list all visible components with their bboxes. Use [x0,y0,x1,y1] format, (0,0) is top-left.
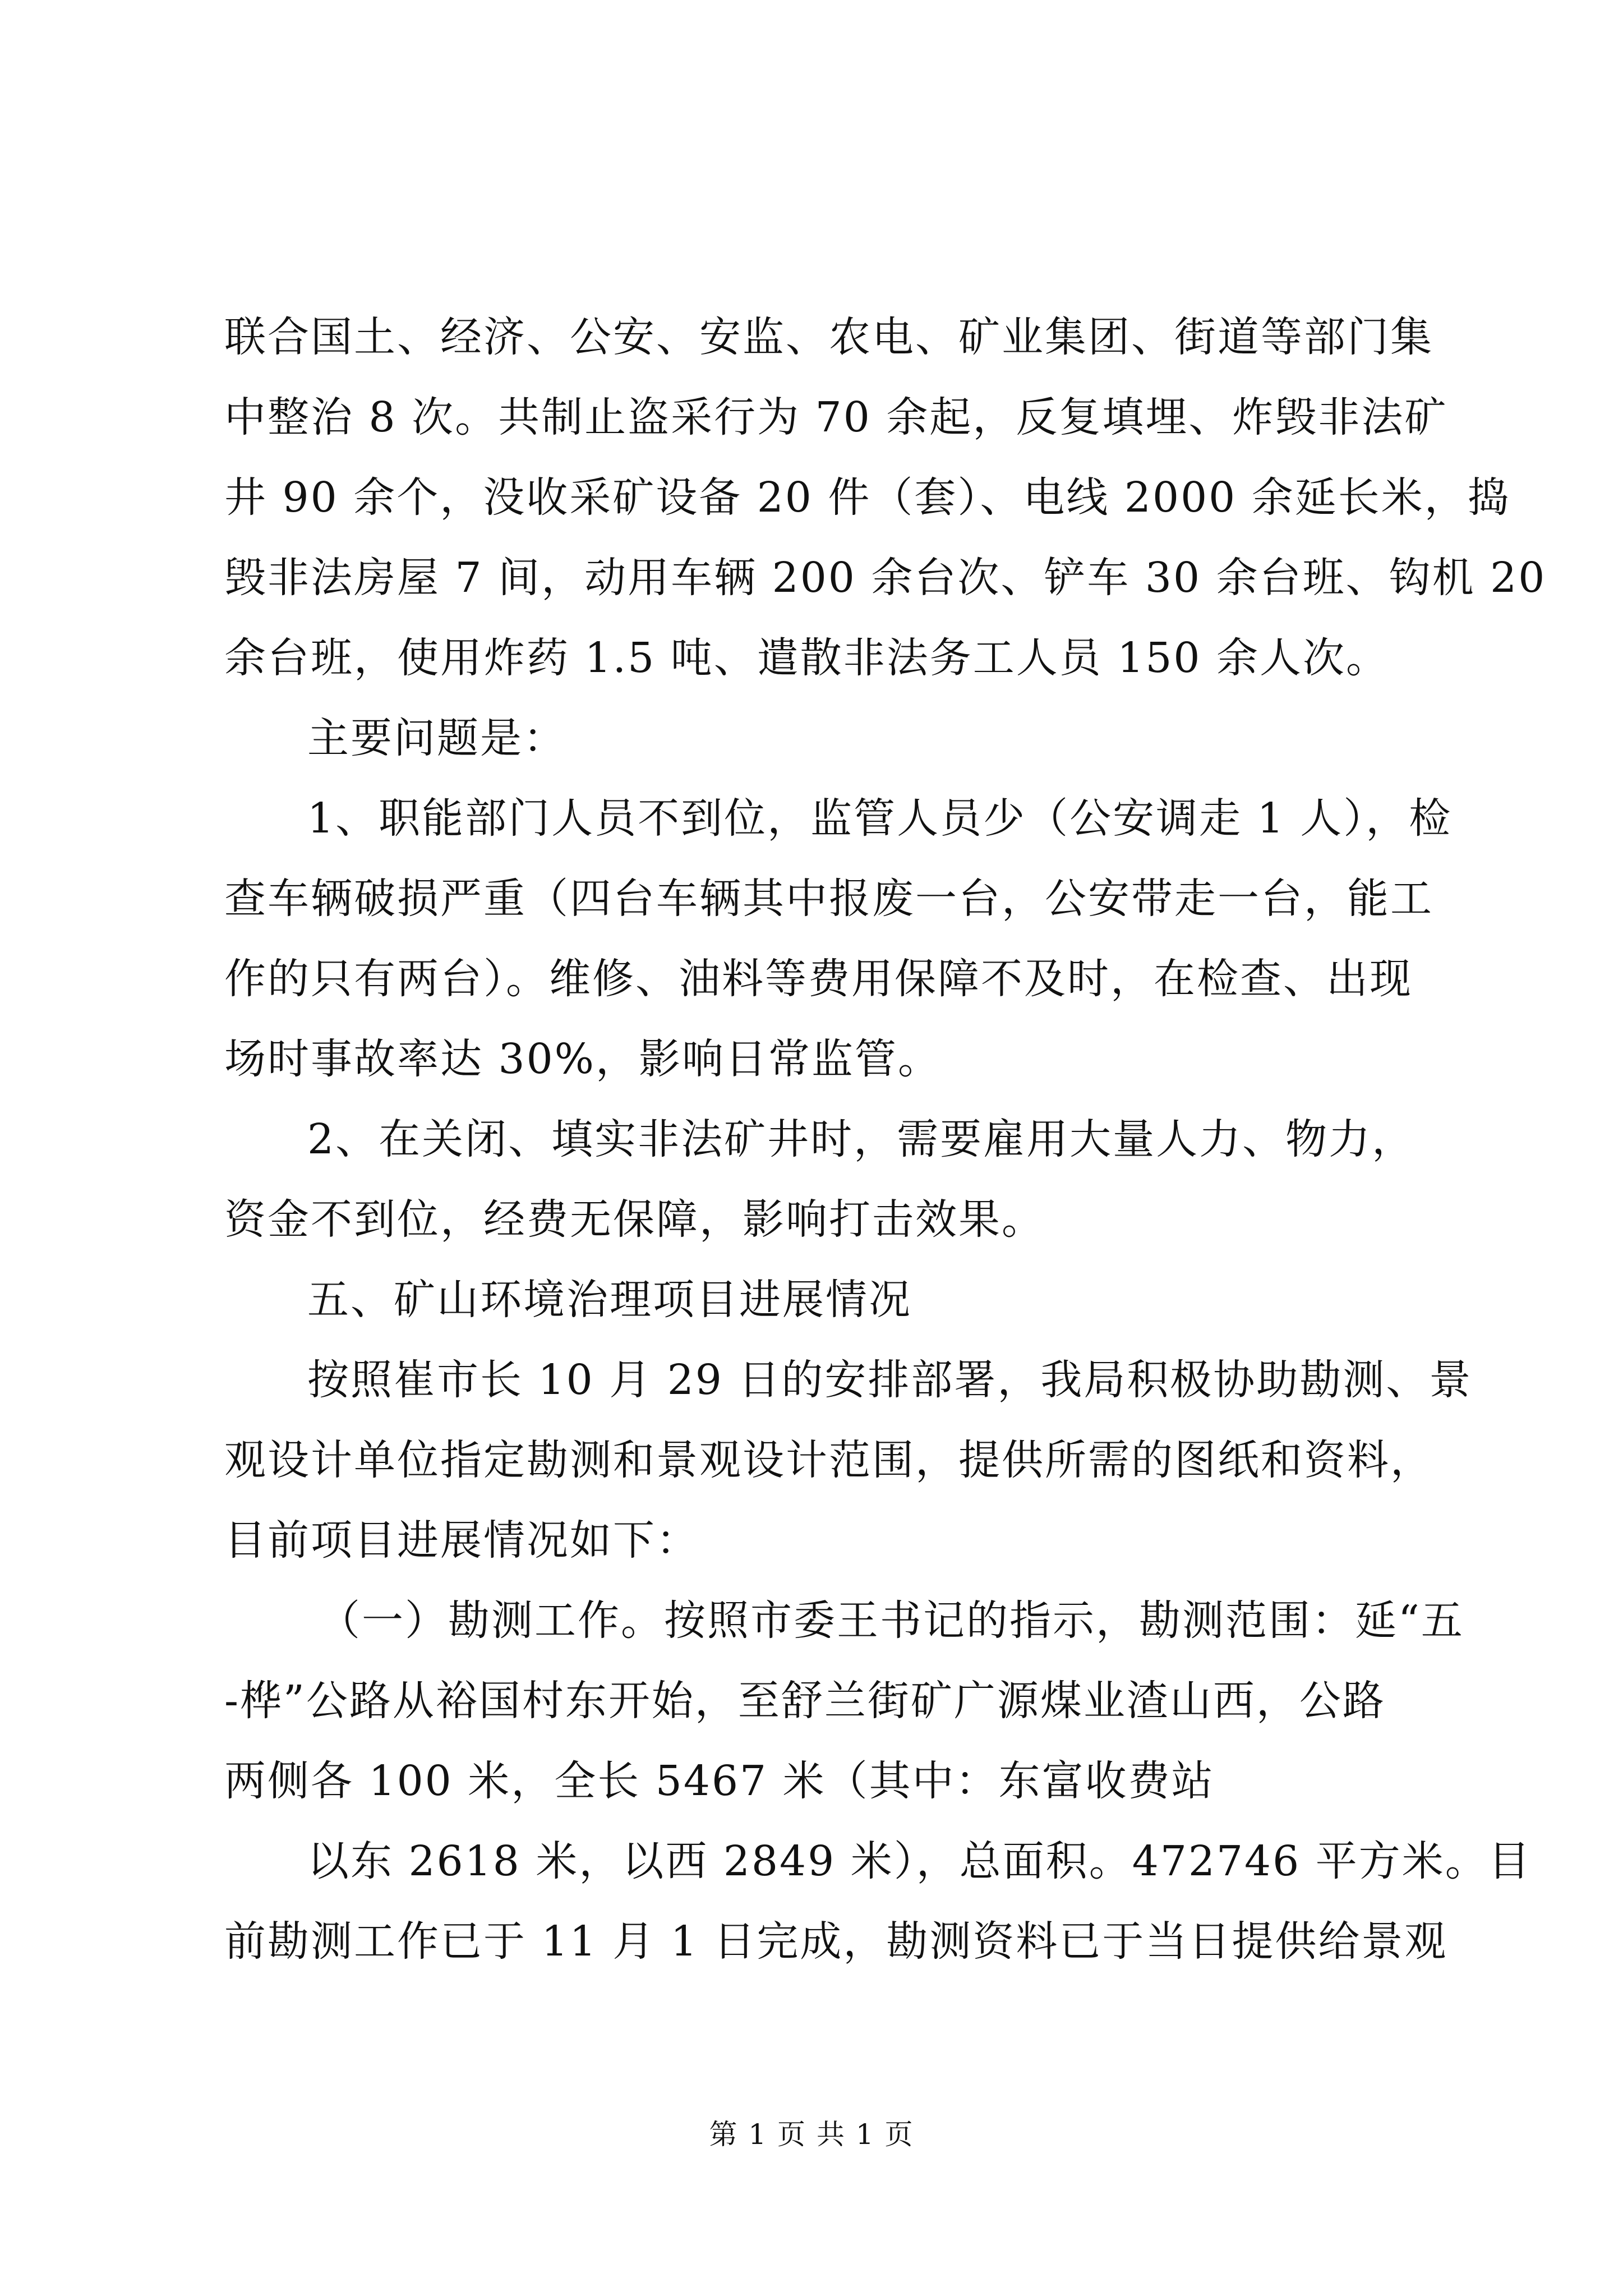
section-heading: 主要问题是： [307,714,566,762]
text-line: 观设计单位指定勘测和景观设计范围，提供所需的图纸和资料， [224,1436,1433,1484]
text-line: 余台班，使用炸药 1.5 吨、遣散非法务工人员 150 余人次。 [224,634,1390,682]
text-line: 按照崔市长 10 月 29 日的安排部署，我局积极协助勘测、景 [307,1356,1473,1404]
text-line: 中整治 8 次。共制止盗采行为 70 余起，反复填埋、炸毁非法矿 [224,393,1448,441]
page-footer: 第 1 页 共 1 页 [709,2118,914,2151]
text-line: 资金不到位，经费无保障，影响打击效果。 [224,1195,1045,1244]
text-line: （一）勘测工作。按照市委王书记的指示，勘测范围：延“五 [319,1596,1464,1645]
text-line: 2、在关闭、填实非法矿井时，需要雇用大量人力、物力， [307,1115,1415,1163]
text-line: 1、职能部门人员不到位，监管人员少（公安调走 1 人），检 [307,794,1453,843]
text-line: 联合国土、经济、公安、安监、农电、矿业集团、街道等部门集 [224,313,1433,361]
text-line: 目前项目进展情况如下： [224,1516,699,1565]
text-line: 场时事故率达 30%，影响日常监管。 [224,1035,941,1083]
text-line: 以东 2618 米，以西 2849 米），总面积。472746 平方米。目 [307,1837,1532,1885]
text-line: 井 90 余个，没收采矿设备 20 件（套）、电线 2000 余延长米，捣 [224,473,1511,522]
text-line: -桦”公路从裕国村东开始，至舒兰街矿广源煤业渣山西，公路 [224,1677,1386,1725]
text-line: 作的只有两台）。维修、油料等费用保障不及时，在检查、出现 [224,955,1413,1003]
text-line: 前勘测工作已于 11 月 1 日完成，勘测资料已于当日提供给景观 [224,1917,1448,1966]
text-line: 两侧各 100 米，全长 5467 米（其中：东富收费站 [224,1757,1215,1805]
text-line: 毁非法房屋 7 间，动用车辆 200 余台次、铲车 30 余台班、钩机 20 [224,554,1547,602]
document-body [224,297,1547,1982]
text-line: 查车辆破损严重（四台车辆其中报废一台，公安带走一台，能工 [224,875,1433,923]
section-heading: 五、矿山环境治理项目进展情况 [307,1276,912,1324]
